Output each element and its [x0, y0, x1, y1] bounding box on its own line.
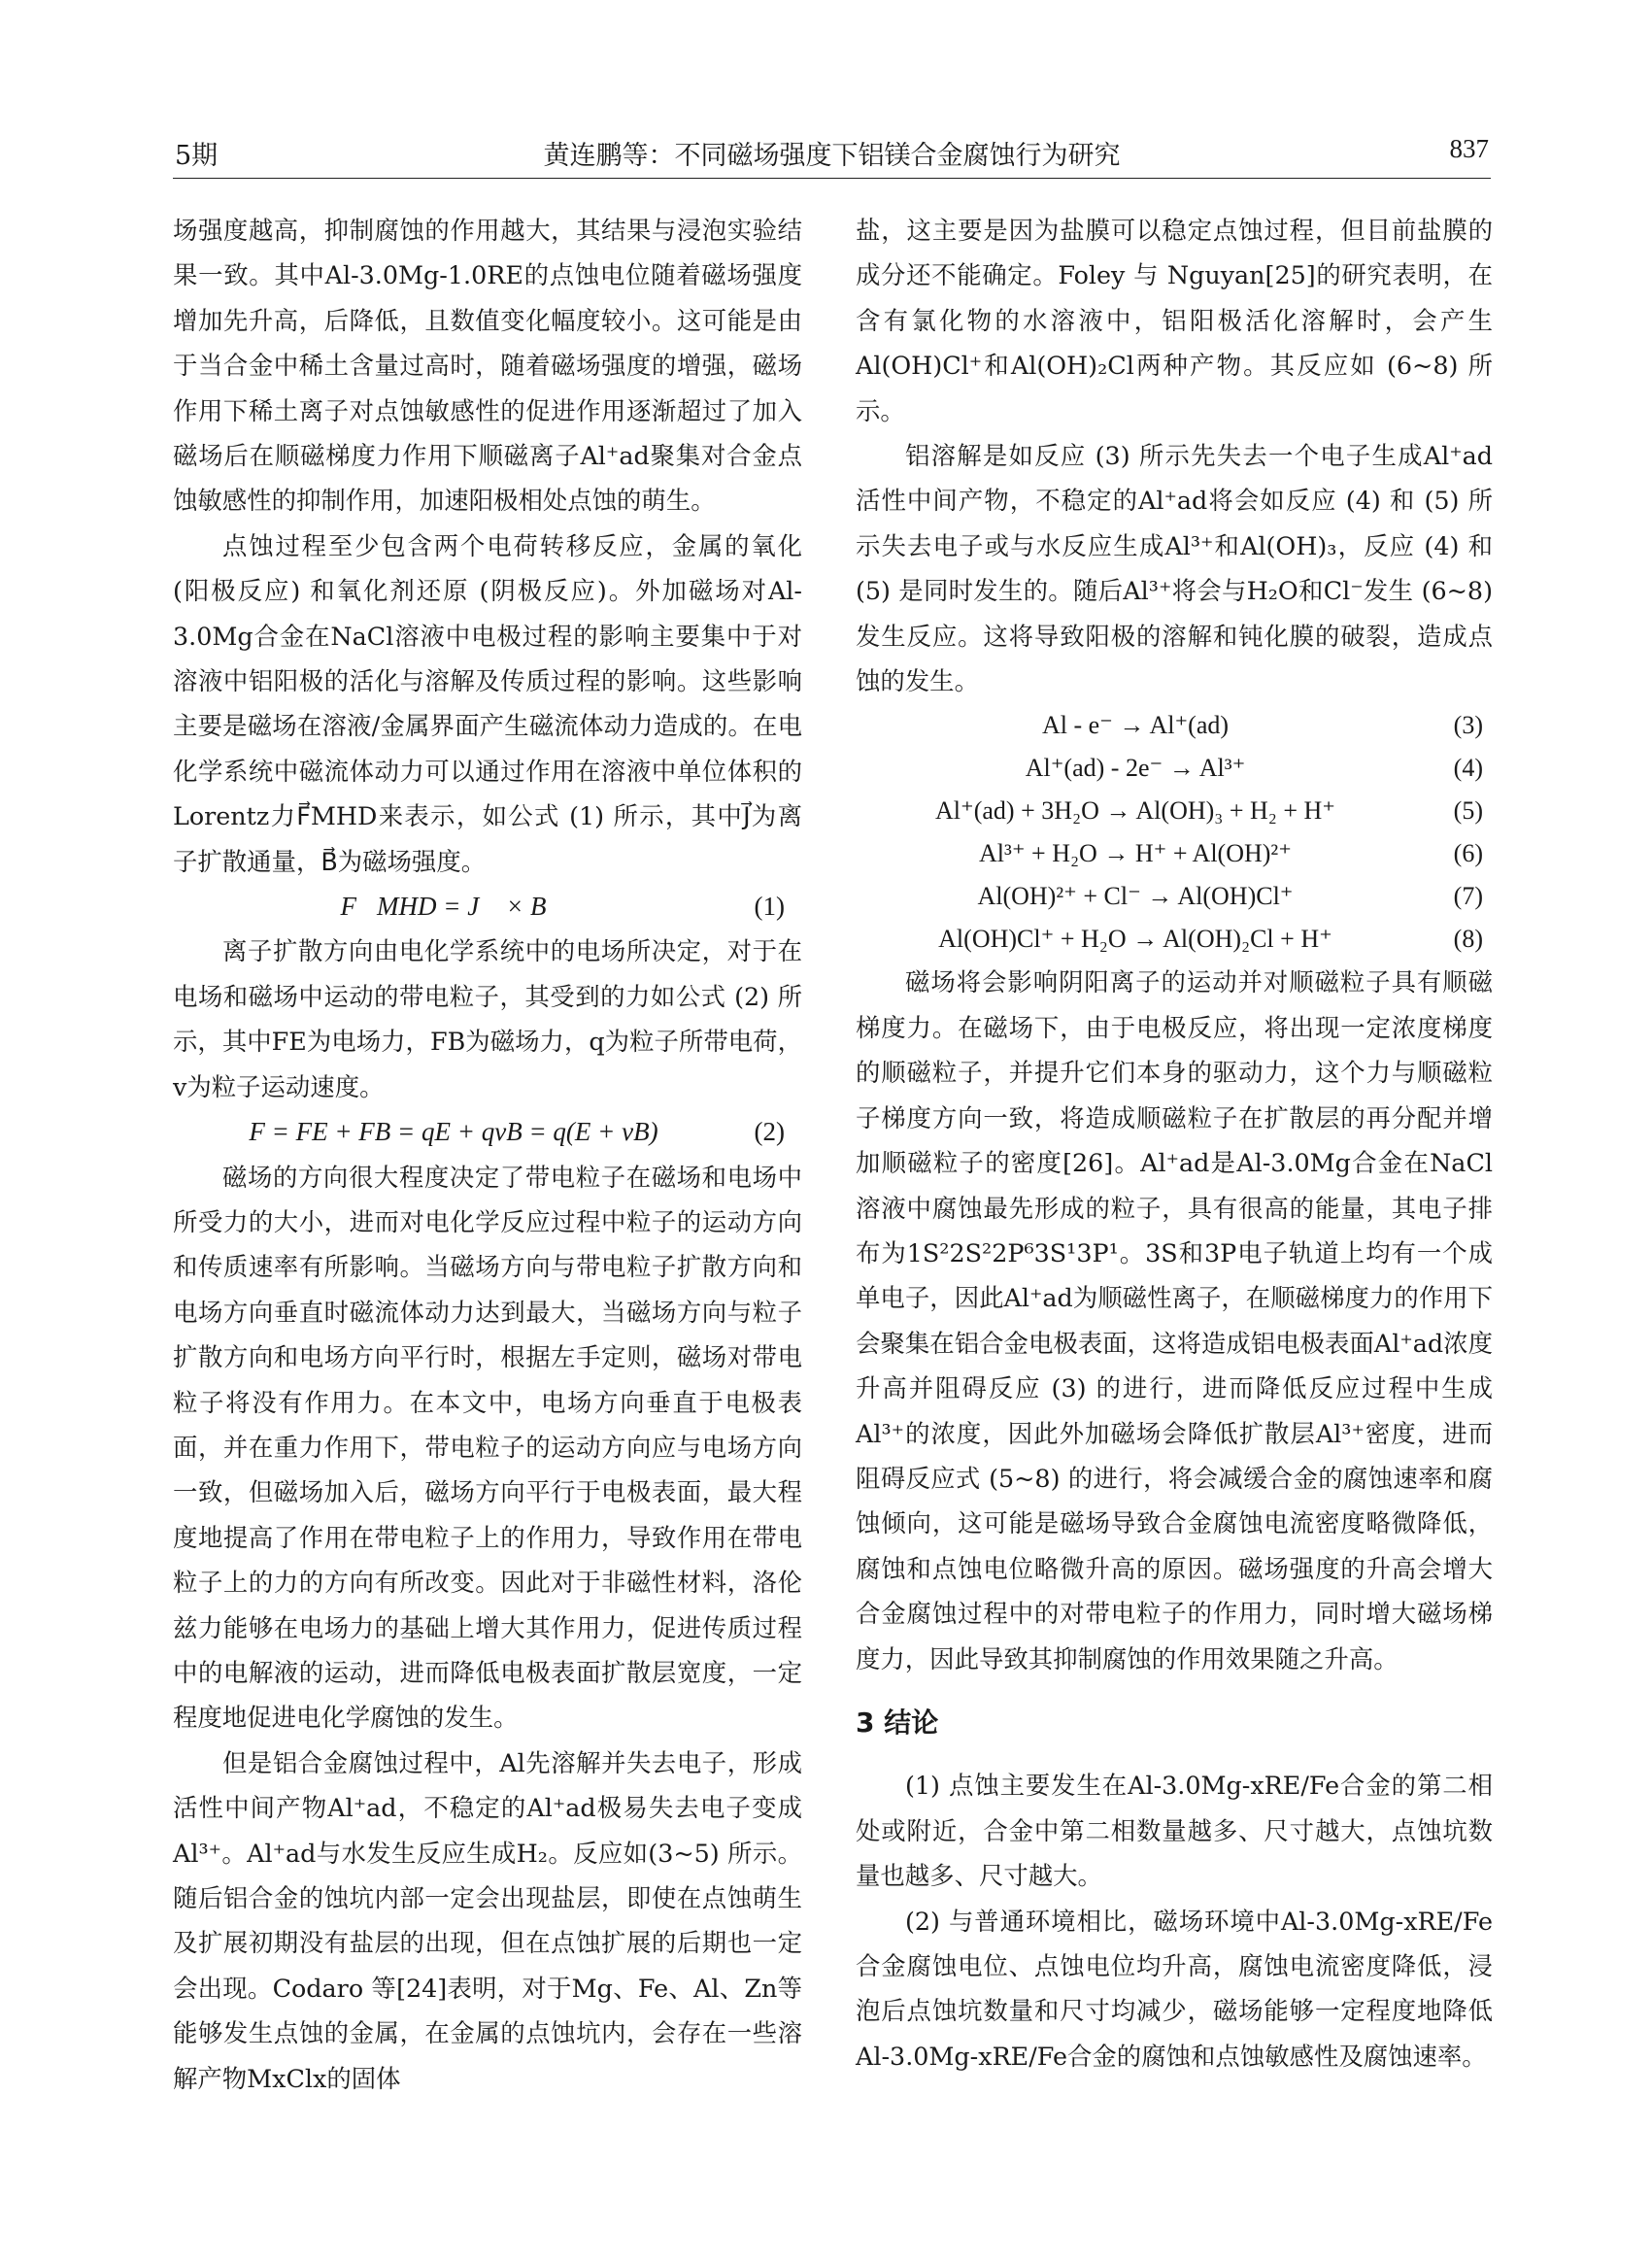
reaction-8 — [856, 917, 1493, 960]
left-column — [173, 208, 802, 2101]
conclusion-item: (1) 点蚀主要发生在Al-3.0Mg-xRE/Fe合金的第二相处或附近，合金中第二相数量越多、尺寸越大，点蚀坑数量也越多、尺寸越大。 — [856, 1771, 1493, 1891]
reaction-3 — [856, 703, 1493, 746]
paragraph: 磁场将会影响阴阳离子的运动并对顺磁粒子具有顺磁梯度力。在磁场下，由于电极反应，将出现一定浓度梯度的顺磁粒子，并提升它们本身的驱动力，这个力与顺磁粒子梯度方向一致，将造成顺磁粒子在扩散层的再分配并增加顺磁粒子的密度[26]。Al⁺ad是Al-3.0Mg合金在NaCl溶液中腐蚀最先形成的粒子，具有很高的能量，其电子排布为1S²2S²2P⁶3S¹3P¹。3S和3P电子轨道上均有一个成单电子，因此Al⁺ad为顺磁性离子，在顺磁梯度力的作用下会聚集在铝合金电极表面，这将造成铝电极表面Al⁺ad浓度升高并阻碍反应 (3) 的进行，进而降低反应过程中生成Al³⁺的浓度，因此外加磁场会降低扩散层Al³⁺密度，进而阻碍反应式 (5~8) 的进行，将会减缓合金的腐蚀速率和腐蚀倾向，这可能是磁场导致合金腐蚀电流密度略微降低，腐蚀和点蚀电位略微升高的原因。磁场强度的升高会增大合金腐蚀过程中的对带电粒子的作用力，同时增大磁场梯度力，因此导致其抑制腐蚀的作用效果随之升高。 — [856, 967, 1493, 1673]
equation-body: F⃗MHD = J⃗ × B⃗ — [340, 892, 567, 922]
reaction-number: (5) — [1453, 796, 1483, 826]
reaction-6 — [856, 831, 1493, 874]
right-column — [856, 208, 1493, 2078]
reaction-body: Al(OH)Cl⁺ + H₂O → Al(OH)₂Cl + H⁺ — [938, 925, 1332, 954]
running-title: 黄连鹏等：不同磁场强度下铝镁合金腐蚀行为研究 — [543, 141, 1121, 171]
running-header — [175, 134, 1489, 179]
reaction-body: Al(OH)²⁺ + Cl⁻ → Al(OH)Cl⁺ — [977, 882, 1294, 911]
reaction-number: (4) — [1453, 754, 1483, 783]
reaction-number: (3) — [1453, 711, 1483, 740]
reaction-5 — [856, 789, 1493, 831]
reaction-body: Al⁺(ad) - 2e⁻ → Al³⁺ — [1025, 754, 1246, 783]
paragraph: 点蚀过程至少包含两个电荷转移反应，金属的氧化 (阳极反应) 和氧化剂还原 (阴极反应)。外加磁场对Al-3.0Mg合金在NaCl溶液中电极过程的影响主要集中于对溶液中铝阳极的活化与溶解及传质过程的影响。这些影响主要是磁场在溶液/金属界面产生磁流体动力造成的。在电化学系统中磁流体动力可以通过作用在溶液中单位体积的Lorentz力F⃗MHD来表示，如公式 (1) 所示，其中J⃗为离子扩散通量，B⃗为磁场强度。 — [173, 530, 802, 876]
paragraph: 磁场的方向很大程度决定了带电粒子在磁场和电场中所受力的大小，进而对电化学反应过程中粒子的运动方向和传质速率有所影响。当磁场方向与带电粒子扩散方向和电场方向垂直时磁流体动力达到最大，当磁场方向与粒子扩散方向和电场方向平行时，根据左手定则，磁场对带电粒子将没有作用力。在本文中，电场方向垂直于电极表面，并在重力作用下，带电粒子的运动方向应与电场方向一致，但磁场加入后，磁场方向平行于电极表面，最大程度地提高了作用在带电粒子上的作用力，导致作用在带电粒子上的力的方向有所改变。因此对于非磁性材料，洛伦兹力能够在电场力的基础上增大其作用力，促进传质过程中的电解液的运动，进而降低电极表面扩散层宽度，一定程度地促进电化学腐蚀的发生。 — [173, 1162, 802, 1733]
reaction-body: Al - e⁻ → Al⁺(ad) — [1041, 711, 1230, 740]
paragraph: 场强度越高，抑制腐蚀的作用越大，其结果与浸泡实验结果一致。其中Al-3.0Mg-1.0RE的点蚀电位随着磁场强度增加先升高，后降低，且数值变化幅度较小。这可能是由于当合金中稀土含量过高时，随着磁场强度的增强，磁场作用下稀土离子对点蚀敏感性的促进作用逐渐超过了加入磁场后在顺磁梯度力作用下顺磁离子Al⁺ad聚集对合金点蚀敏感性的抑制作用，加速阳极相处点蚀的萌生。 — [173, 216, 802, 516]
reaction-body: Al⁺(ad) + 3H₂O → Al(OH)₃ + H₂ + H⁺ — [934, 796, 1336, 826]
section-heading: 3 结论 — [856, 1706, 939, 1739]
equation-body: F = FE + FB = qE + qvB = q(E + vB) — [249, 1117, 658, 1147]
reaction-7 — [856, 874, 1493, 917]
reaction-4 — [856, 746, 1493, 789]
issue-label: 5期 — [175, 141, 219, 171]
paragraph: 盐，这主要是因为盐膜可以稳定点蚀过程，但目前盐膜的成分还不能确定。Foley 与 Nguyan[25]的研究表明，在含有氯化物的水溶液中，铝阳极活化溶解时，会产生Al(OH)Cl⁺和Al(OH)₂Cl两种产物。其反应如 (6~8) 所示。 — [856, 216, 1493, 425]
paragraph: 但是铝合金腐蚀过程中，Al先溶解并失去电子，形成活性中间产物Al⁺ad，不稳定的Al⁺ad极易失去电子变成Al³⁺。Al⁺ad与水发生反应生成H₂。反应如(3~5) 所示。随后铝合金的蚀坑内部一定会出现盐层，即使在点蚀萌生及扩展初期没有盐层的出现，但在点蚀扩展的后期也一定会出现。Codaro 等[24]表明，对于Mg、Fe、Al、Zn等能够发生点蚀的金属，在金属的点蚀坑内，会存在一些溶解产物MxClx的固体 — [173, 1747, 802, 2093]
paragraph: 离子扩散方向由电化学系统中的电场所决定，对于在电场和磁场中运动的带电粒子，其受到的力如公式 (2) 所示，其中FE为电场力，FB为磁场力，q为粒子所带电荷，v为粒子运动速度。 — [173, 936, 802, 1101]
equation-1 — [173, 884, 802, 929]
paragraph: 铝溶解是如反应 (3) 所示先失去一个电子生成Al⁺ad活性中间产物，不稳定的Al⁺ad将会如反应 (4) 和 (5) 所示失去电子或与水反应生成Al³⁺和Al(OH)₃，反应 (4) 和 (5) 是同时发生的。随后Al³⁺将会与H₂O和Cl⁻发生 (6~8) 发生反应。这将导致阳极的溶解和钝化膜的破裂，造成点蚀的发生。 — [856, 441, 1493, 696]
reaction-number: (7) — [1453, 882, 1483, 911]
page-number: 837 — [1449, 134, 1489, 163]
equation-number: (2) — [754, 1117, 785, 1147]
reaction-number: (8) — [1453, 925, 1483, 954]
reaction-body: Al³⁺ + H₂O → H⁺ + Al(OH)²⁺ — [979, 839, 1292, 868]
equation-number: (1) — [754, 892, 785, 922]
header-rule — [173, 178, 1491, 179]
equation-2 — [173, 1109, 802, 1154]
reaction-number: (6) — [1453, 839, 1483, 868]
reaction-list — [856, 703, 1493, 960]
conclusion-item: (2) 与普通环境相比，磁场环境中Al-3.0Mg-xRE/Fe合金腐蚀电位、点蚀电位均升高，腐蚀电流密度降低，浸泡后点蚀坑数量和尺寸均减少，磁场能够一定程度地降低Al-3.0Mg-xRE/Fe合金的腐蚀和点蚀敏感性及腐蚀速率。 — [856, 1906, 1493, 2071]
